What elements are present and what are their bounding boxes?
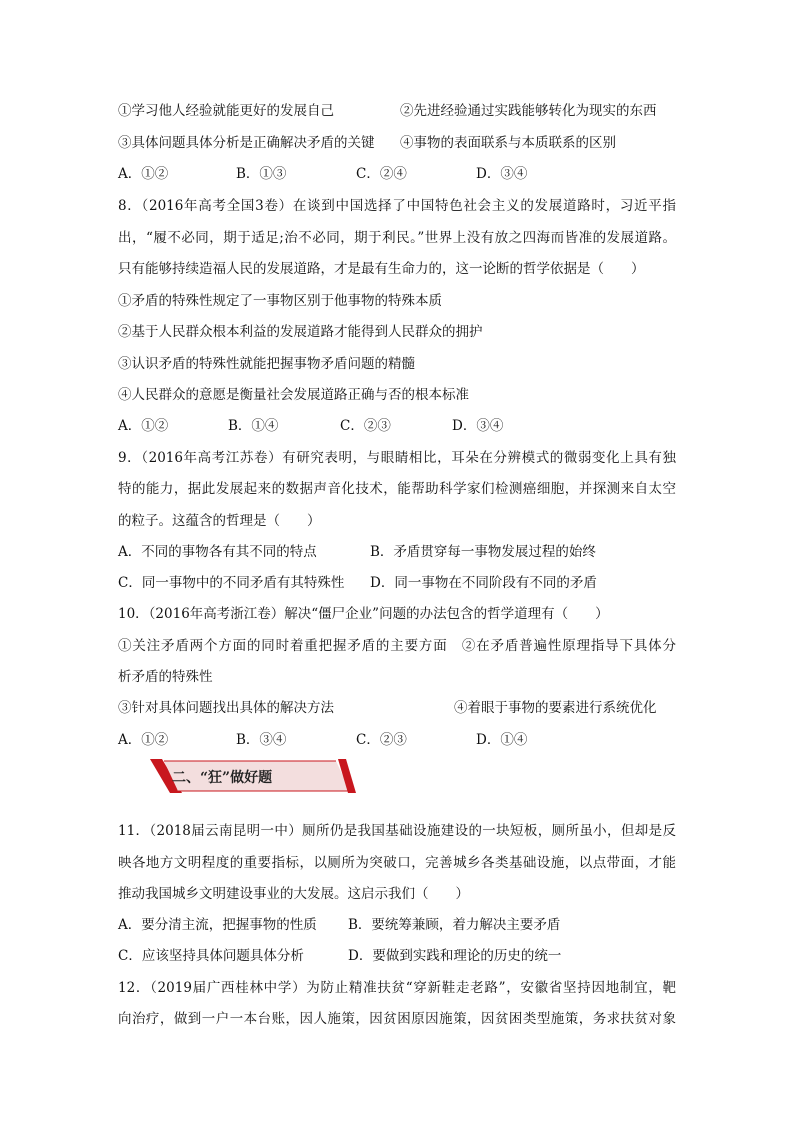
q8-answer-d: D．③④ <box>452 418 504 434</box>
q7-option-3: ③具体问题具体分析是正确解决矛盾的关键 <box>118 135 375 151</box>
q11-stem-line-2: 映各地方文明程度的重要指标，以厕所为突破口，完善城乡各类基础设施，以点带面，才能 <box>118 855 676 871</box>
q8-option-4: ④人民群众的意愿是衡量社会发展道路正确与否的根本标准 <box>118 387 469 403</box>
q11-answer-a: A．要分清主流，把握事物的性质 <box>118 917 317 933</box>
q10-options-1-2: ①关注矛盾两个方面的同时着重把握矛盾的主要方面 ②在矛盾普遍性原理指导下具体分 <box>118 638 676 654</box>
q10-stem: 10．（2016年高考浙江卷）解决“僵尸企业”问题的办法包含的哲学道理有（ ） <box>118 606 609 622</box>
q10-answer-a: A．①② <box>118 732 169 748</box>
q11-stem-line-1: 11．（2018届云南昆明一中）厕所仍是我国基础设施建设的一块短板，厕所虽小，但却是反 <box>118 823 676 839</box>
q8-option-2: ②基于人民群众根本利益的发展道路才能得到人民群众的拥护 <box>118 324 483 340</box>
q7-answer-b: B．①③ <box>236 166 287 182</box>
q7-answer-c: C．②④ <box>356 166 407 182</box>
q10-options-1-2-cont: 析矛盾的特殊性 <box>118 669 213 685</box>
q8-stem-line-3: 只有能够持续造福人民的发展道路，才是最有生命力的，这一论断的哲学依据是（ ） <box>118 261 645 277</box>
q8-option-3: ③认识矛盾的特殊性就能把握事物矛盾问题的精髓 <box>118 356 415 372</box>
q12-stem-line-2: 向治疗，做到一户一本台账，因人施策，因贫困原因施策，因贫困类型施策，务求扶贫对象 <box>118 1011 676 1027</box>
q8-answer-b: B．①④ <box>228 418 279 434</box>
q8-answer-c: C．②③ <box>340 418 391 434</box>
q11-answer-b: B．要统筹兼顾，着力解决主要矛盾 <box>348 917 561 933</box>
q7-answer-d: D．③④ <box>476 166 528 182</box>
q11-stem-line-3: 推动我国城乡文明建设事业的大发展。这启示我们（ ） <box>118 886 469 902</box>
q10-option-4: ④着眼于事物的要素进行系统优化 <box>454 700 657 716</box>
q9-stem-line-3: 的粒子。这蕴含的哲理是（ ） <box>118 513 321 529</box>
q10-answer-d: D．①④ <box>476 732 528 748</box>
q8-answer-a: A．①② <box>118 418 169 434</box>
q12-stem-line-1: 12．（2019届广西桂林中学）为防止精准扶贫“穿新鞋走老路”，安徽省坚持因地制宜，靶 <box>118 980 676 996</box>
q9-stem-line-2: 特的能力，据此发展起来的数据声音化技术，能帮助科学家们检测癌细胞，并探测来自太空 <box>118 481 676 497</box>
q7-option-4: ④事物的表面联系与本质联系的区别 <box>400 135 616 151</box>
q9-stem-line-1: 9．（2016年高考江苏卷）有研究表明，与眼睛相比，耳朵在分辨模式的微弱变化上具有独 <box>118 450 676 466</box>
q8-option-1: ①矛盾的特殊性规定了一事物区别于他事物的特殊本质 <box>118 293 442 309</box>
section-banner <box>148 757 358 795</box>
q9-answer-a: A．不同的事物各有其不同的特点 <box>118 544 317 560</box>
q8-stem-line-2: 出，“履不必同，期于适足;治不必同，期于利民。”世界上没有放之四海而皆准的发展道路。 <box>118 230 676 246</box>
section-title: 二、“狂”做好题 <box>172 770 273 786</box>
q9-answer-d: D．同一事物在不同阶段有不同的矛盾 <box>370 575 597 591</box>
q11-answer-d: D．要做到实践和理论的历史的统一 <box>348 948 562 964</box>
q7-option-2: ②先进经验通过实践能够转化为现实的东西 <box>400 103 657 119</box>
q10-answer-c: C．②③ <box>356 732 407 748</box>
q7-option-1: ①学习他人经验就能更好的发展自己 <box>118 103 334 119</box>
q10-answer-b: B．③④ <box>236 732 287 748</box>
q9-answer-c: C．同一事物中的不同矛盾有其特殊性 <box>118 575 345 591</box>
q11-answer-c: C．应该坚持具体问题具体分析 <box>118 948 304 964</box>
q8-stem-line-1: 8．（2016年高考全国3卷）在谈到中国选择了中国特色社会主义的发展道路时，习近平指 <box>118 198 676 214</box>
q9-answer-b: B．矛盾贯穿每一事物发展过程的始终 <box>370 544 596 560</box>
q10-option-3: ③针对具体问题找出具体的解决方法 <box>118 700 334 716</box>
q7-answer-a: A．①② <box>118 166 169 182</box>
